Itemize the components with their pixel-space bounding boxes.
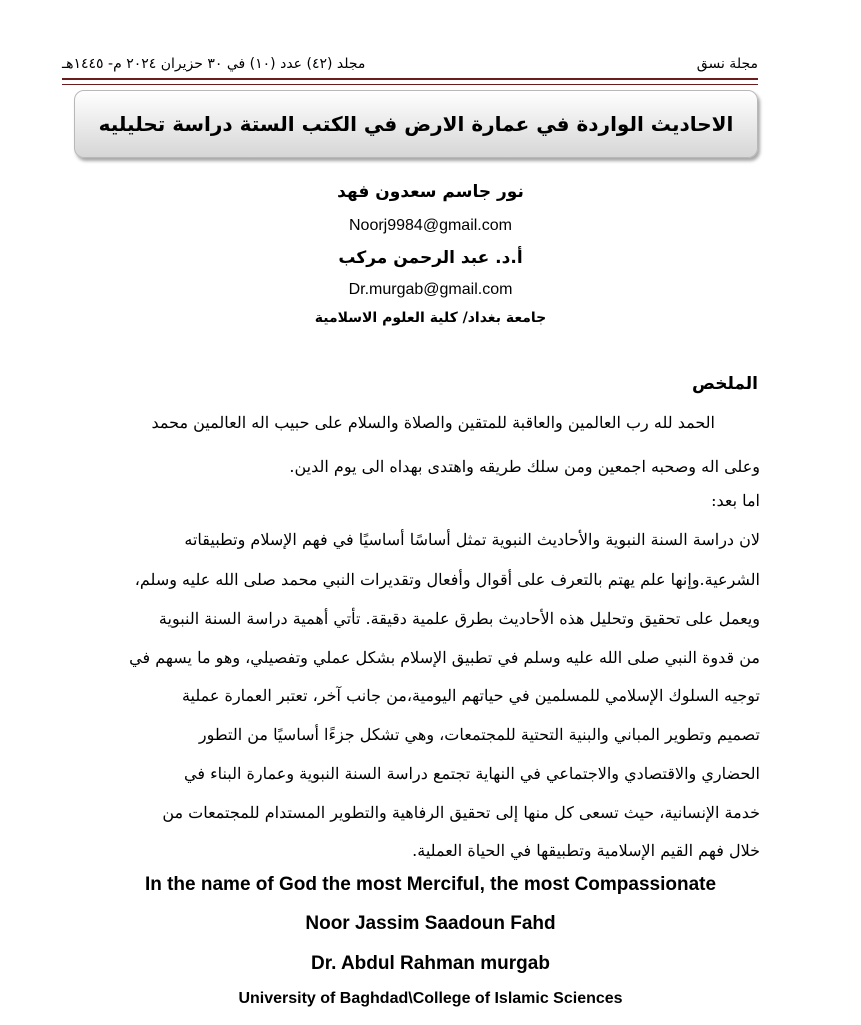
paper-title: الاحاديث الواردة في عمارة الارض في الكتب الستة دراسة تحليليه (98, 112, 734, 136)
abstract-line: الحمد لله رب العالمين والعاقبة للمتقين والصلاة والسلام على حبيب اله العالمين محمد (151, 413, 715, 432)
english-affiliation: University of Baghdad\College of Islamic Sciences (238, 990, 623, 1007)
english-author1: Noor Jassim Saadoun Fahd (305, 913, 556, 934)
abstract-line: لان دراسة السنة النبوية والأحاديث النبوية تمثل أساسًا أساسيًا في فهم الإسلام وتطبيقاته (184, 530, 760, 549)
abstract-line: اما بعد: (711, 491, 760, 510)
abstract-heading: الملخص (692, 374, 758, 394)
abstract-line: الشرعية.وإنها علم يهتم بالتعرف على أقوال وأفعال وتقديرات النبي محمد صلى الله عليه وسلم، (134, 570, 760, 589)
english-author2: Dr. Abdul Rahman murgab (311, 953, 550, 974)
abstract-line: وعلى اله وصحبه اجمعين ومن سلك طريقه واهتدى بهداه الى يوم الدين. (289, 457, 760, 476)
english-basmala: In the name of God the most Merciful, the most Compassionate (144, 874, 717, 895)
journal-name: مجلة نسق (696, 56, 758, 72)
issue-info: مجلد (٤٢) عدد (١٠) في ٣٠ حزيران ٢٠٢٤ م- ١٤٤٥هـ (62, 56, 366, 72)
abstract-line: تصميم وتطوير المباني والبنية التحتية للمجتمعات، وهي تشكل جزءًا أساسيًا من التطور (198, 725, 760, 744)
author1-name-ar: نور جاسم سعدون فهد (337, 182, 524, 202)
author1-email: Noorj9984@gmail.com (349, 217, 512, 234)
author2-email: Dr.murgab@gmail.com (348, 281, 513, 298)
abstract-line: توجيه السلوك الإسلامي للمسلمين في حياتهم اليومية،من جانب آخر، تعتبر العمارة عملية (181, 686, 760, 705)
running-header (62, 48, 758, 78)
abstract-line: الحضاري والاقتصادي والاجتماعي في النهاية تجتمع دراسة السنة النبوية وعمارة البناء في (184, 764, 760, 783)
header-rule (62, 78, 758, 85)
title-box (74, 90, 758, 158)
abstract-line: من قدوة النبي صلى الله عليه وسلم في تطبيق الإسلام بشكل عملي وتفصيلي، وهو ما يسهم في (129, 648, 760, 667)
abstract-line: ويعمل على تحقيق وتحليل هذه الأحاديث بطرق علمية دقيقة. تأتي أهمية دراسة السنة النبوية (158, 609, 760, 628)
abstract-line: خدمة الإنسانية، حيث تسعى كل منها إلى تحقيق الرفاهية والتطوير المستدام للمجتمعات من (162, 803, 760, 822)
author2-name-ar: أ.د. عبد الرحمن مركب (338, 248, 523, 268)
abstract-line: خلال فهم القيم الإسلامية وتطبيقها في الحياة العملية. (412, 841, 760, 860)
affiliation-ar: جامعة بغداد/ كلية العلوم الاسلامية (314, 310, 547, 326)
